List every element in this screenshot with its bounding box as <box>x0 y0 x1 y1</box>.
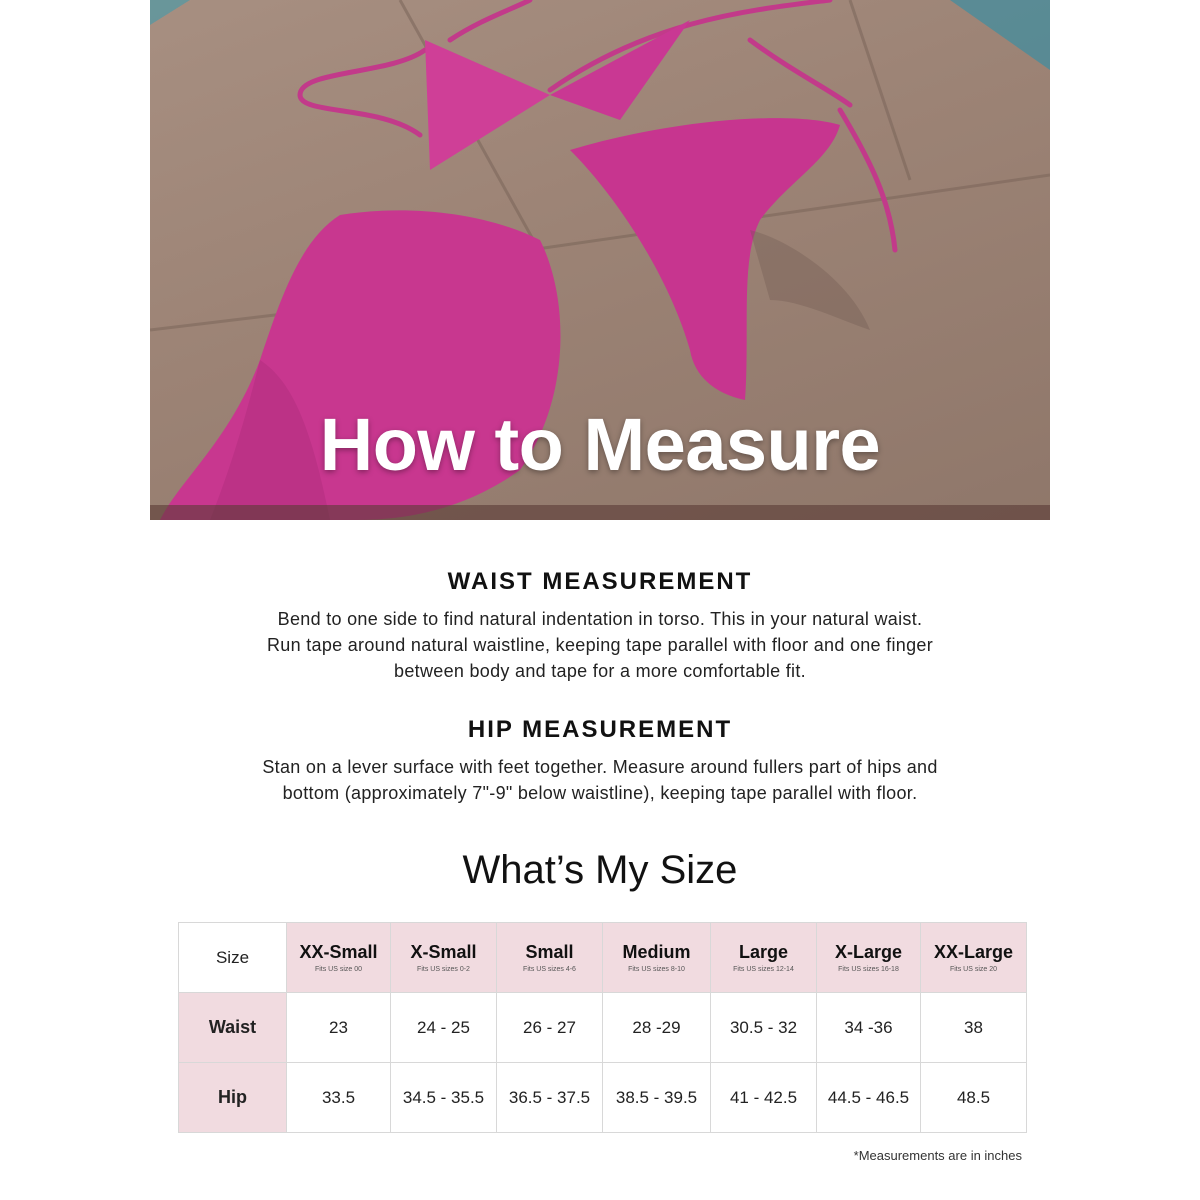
hip-row <box>179 1063 1027 1133</box>
size-header-row <box>179 923 1027 993</box>
waist-heading: WAIST MEASUREMENT <box>447 568 753 595</box>
table-cell: 24 - 25 <box>391 993 497 1063</box>
hip-line: Stan on a lever surface with feet together. Measure around fullers part of hips and <box>262 757 938 777</box>
waist-row <box>179 993 1027 1063</box>
size-label: XX-Small <box>299 942 378 962</box>
size-column-header <box>817 923 921 993</box>
hero-image <box>150 0 1050 520</box>
size-label: XX-Large <box>933 942 1014 962</box>
table-cell: 34 -36 <box>817 993 921 1063</box>
table-cell: 44.5 - 46.5 <box>817 1063 921 1133</box>
table-cell: 38.5 - 39.5 <box>603 1063 711 1133</box>
size-column-header <box>603 923 711 993</box>
measurement-footnote: *Measurements are in inches <box>853 1148 1022 1163</box>
size-fit-note: Fits US sizes 0-2 <box>417 966 470 973</box>
size-fit-note: Fits US sizes 16-18 <box>838 966 899 973</box>
waist-line: Run tape around natural waistline, keeping tape parallel with floor and one finger <box>266 635 934 655</box>
hip-instructions <box>150 754 1050 806</box>
table-cell: 33.5 <box>287 1063 391 1133</box>
size-label: X-Large <box>834 942 903 962</box>
size-label: X-Small <box>410 942 477 962</box>
waist-measurement-section <box>150 568 1050 684</box>
size-column-header <box>391 923 497 993</box>
size-label: Large <box>738 942 789 962</box>
size-table <box>178 922 1027 1133</box>
table-cell: 26 - 27 <box>497 993 603 1063</box>
size-fit-note: Fits US sizes 8-10 <box>628 966 685 973</box>
table-cell: 34.5 - 35.5 <box>391 1063 497 1133</box>
size-column-header <box>711 923 817 993</box>
row-label-waist: Waist <box>179 993 287 1063</box>
table-cell: 41 - 42.5 <box>711 1063 817 1133</box>
size-fit-note: Fits US size 00 <box>314 966 363 973</box>
table-cell: 48.5 <box>921 1063 1027 1133</box>
size-label: Small <box>525 942 574 962</box>
size-column-header <box>921 923 1027 993</box>
size-fit-note: Fits US sizes 4-6 <box>523 966 576 973</box>
hip-line: bottom (approximately 7"-9" below waistline), keeping tape parallel with floor. <box>282 783 918 803</box>
size-corner-label: Size <box>179 923 287 993</box>
table-cell: 38 <box>921 993 1027 1063</box>
hip-heading: HIP MEASUREMENT <box>467 716 733 743</box>
table-cell: 28 -29 <box>603 993 711 1063</box>
table-cell: 23 <box>287 993 391 1063</box>
waist-line: between body and tape for a more comfortable fit. <box>394 661 806 681</box>
size-label: Medium <box>622 942 691 962</box>
hero-title: How to Measure <box>319 403 881 486</box>
hip-measurement-section <box>150 716 1050 806</box>
size-column-header <box>287 923 391 993</box>
size-column-header <box>497 923 603 993</box>
size-fit-note: Fits US size 20 <box>949 966 998 973</box>
size-chart-title: What’s My Size <box>462 848 738 892</box>
waist-line: Bend to one side to find natural indentation in torso. This in your natural waist. <box>277 609 923 629</box>
size-fit-note: Fits US sizes 12-14 <box>733 966 794 973</box>
table-cell: 36.5 - 37.5 <box>497 1063 603 1133</box>
table-cell: 30.5 - 32 <box>711 993 817 1063</box>
row-label-hip: Hip <box>179 1063 287 1133</box>
waist-instructions <box>150 606 1050 684</box>
